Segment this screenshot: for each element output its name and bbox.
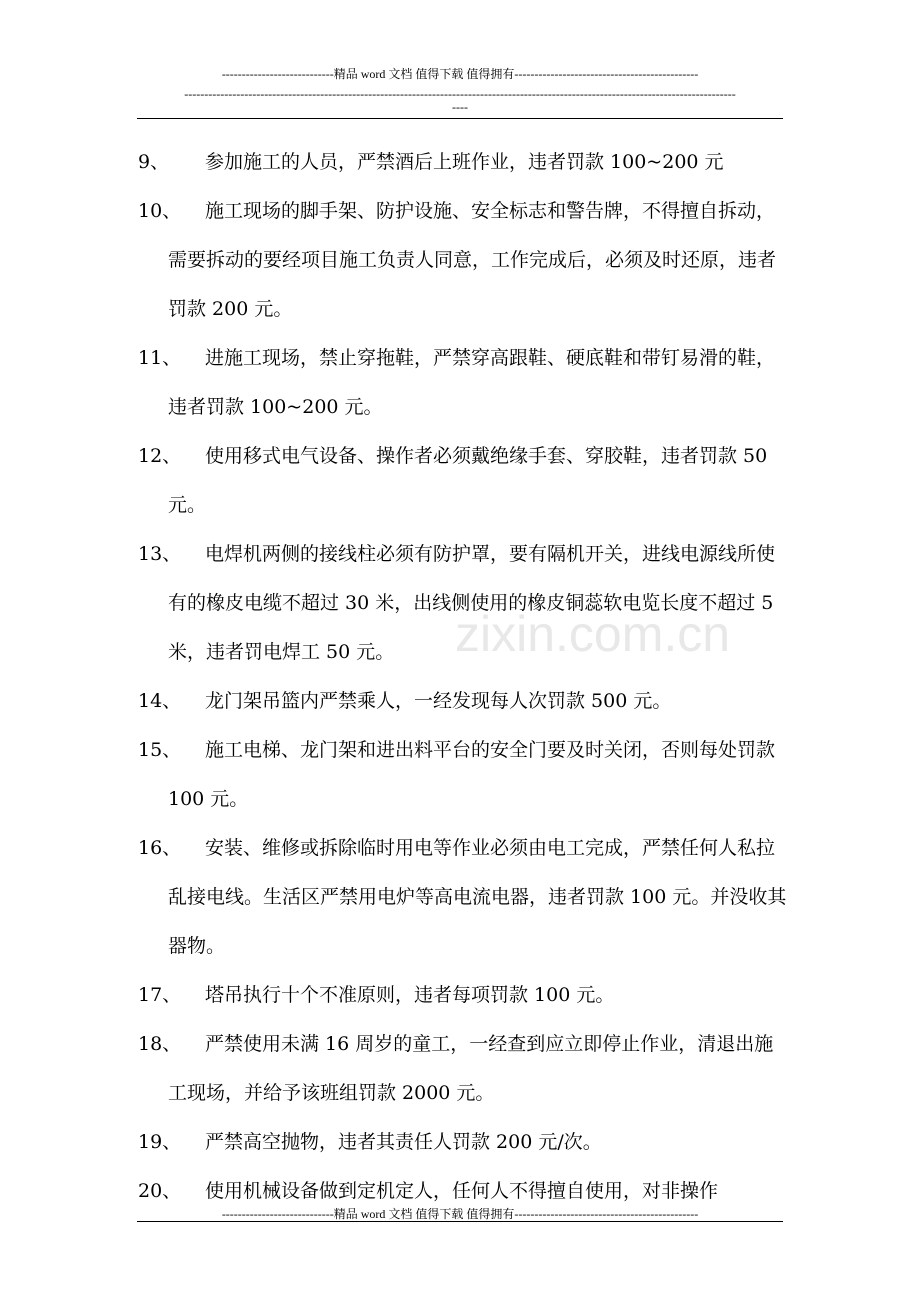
item-text: 安装、维修或拆除临时用电等作业必须由电工完成，严禁任何人私拉乱接电线。生活区严禁用电炉等高电流电器，违者罚款 100 元。并没收其器物。 (168, 837, 787, 957)
item-text: 施工电梯、龙门架和进出料平台的安全门要及时关闭，否则每处罚款 100 元。 (168, 739, 776, 810)
page-header-dashes: ------------------------------------------------------------------------------------------------------------------------------------------ (184, 87, 736, 101)
item-number: 16、 (138, 837, 182, 859)
item-number: 9、 (138, 151, 170, 173)
watermark: zixin.com.cn (455, 606, 731, 662)
list-item (138, 971, 788, 1020)
item-number: 11、 (138, 347, 182, 369)
list-item (138, 1020, 788, 1118)
footer-rule (137, 1221, 783, 1222)
list-item (138, 138, 788, 187)
list-item (138, 726, 788, 824)
item-text: 严禁高空抛物，违者其责任人罚款 200 元/次。 (205, 1131, 602, 1153)
regulation-list (138, 138, 788, 1216)
item-text: 使用机械设备做到定机定人，任何人不得擅自使用，对非操作 (205, 1180, 719, 1202)
item-text: 参加施工的人员，严禁酒后上班作业，违者罚款 100~200 元 (205, 151, 724, 173)
item-number: 20、 (138, 1180, 182, 1202)
list-item (138, 187, 788, 334)
list-item (138, 432, 788, 530)
header-rule (137, 118, 783, 119)
page-header-dashes-short: ---- (452, 100, 468, 114)
list-item (138, 824, 788, 971)
item-number: 14、 (138, 690, 182, 712)
page-footer-text: ----------------------------精品 word 文档 值得下载 值得拥有---------------------------------------------- (221, 1207, 699, 1221)
item-number: 15、 (138, 739, 182, 761)
list-item (138, 677, 788, 726)
item-number: 17、 (138, 984, 182, 1006)
item-number: 18、 (138, 1033, 182, 1055)
item-text: 使用移式电气设备、操作者必须戴绝缘手套、穿胶鞋，违者罚款 50 元。 (168, 445, 768, 516)
item-text: 施工现场的脚手架、防护设施、安全标志和警告牌，不得擅自拆动，需要拆动的要经项目施工负责人同意，工作完成后，必须及时还原，违者罚款 200 元。 (168, 200, 777, 320)
item-number: 13、 (138, 543, 182, 565)
item-number: 19、 (138, 1131, 182, 1153)
item-text: 龙门架吊篮内严禁乘人，一经发现每人次罚款 500 元。 (205, 690, 672, 712)
item-text: 进施工现场，禁止穿拖鞋，严禁穿高跟鞋、硬底鞋和带钉易滑的鞋，违者罚款 100~200 元。 (168, 347, 776, 418)
list-item (138, 1118, 788, 1167)
item-text: 塔吊执行十个不准原则，违者每项罚款 100 元。 (205, 984, 615, 1006)
list-item (138, 334, 788, 432)
item-number: 12、 (138, 445, 182, 467)
item-text: 电焊机两侧的接线柱必须有防护罩，要有隔机开关，进线电源线所使有的橡皮电缆不超过 30 米，出线侧使用的橡皮铜蕊软电览长度不超过 5 米，违者罚电焊工 50 元。 (168, 543, 776, 663)
item-text: 严禁使用未满 16 周岁的童工，一经查到应立即停止作业，清退出施工现场，并给予该班组罚款 2000 元。 (168, 1033, 774, 1104)
item-number: 10、 (138, 200, 182, 222)
list-item (138, 530, 788, 677)
page-header-text: ----------------------------精品 word 文档 值得下载 值得拥有---------------------------------------------- (221, 67, 699, 81)
